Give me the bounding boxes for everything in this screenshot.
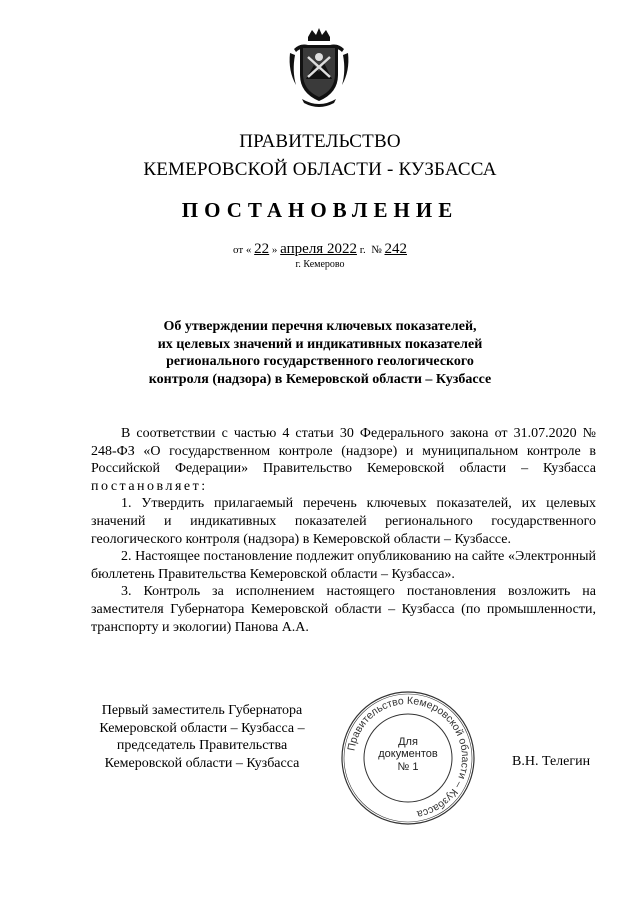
intro-text: В соответствии с частью 4 статьи 30 Федерального закона от 31.07.2020 № 248-ФЗ «О государственном контроле (надзоре) и муниципальном контроле в Российской Федерации» Правительство Кемеровской области – Кузбасса <box>91 426 596 477</box>
kuzbass-coat-of-arms-icon <box>286 27 352 109</box>
resolves-word: постановляет: <box>91 478 208 494</box>
government-name-line-2: КЕМЕРОВСКОЙ ОБЛАСТИ - КУЗБАССА <box>143 159 497 180</box>
title-line: их целевых значений и индикативных показателей <box>157 336 483 352</box>
date-month-year: апреля 2022 <box>280 241 357 257</box>
government-name-line-1: ПРАВИТЕЛЬСТВО <box>239 131 401 152</box>
position-line: Кемеровской области – Кузбасса <box>104 755 300 771</box>
date-day: 22 <box>254 241 270 257</box>
document-type-title: ПОСТАНОВЛЕНИЕ <box>181 198 459 222</box>
decree-subject-title <box>120 318 520 388</box>
position-line: председатель Правительства <box>116 738 288 753</box>
decree-body <box>91 425 596 636</box>
title-line: регионального государственного геологического <box>166 354 474 369</box>
seal-center-line: Для <box>398 736 418 748</box>
date-line <box>0 241 640 258</box>
body-item-3: 3. Контроль за исполнением настоящего постановления возложить на заместителя Губернатора Кемеровской области – Кузбасса (по промышленности, транспорту и экологии) Панова А.А. <box>91 584 596 635</box>
seal-center-line: документов <box>378 748 438 760</box>
title-line: контроля (надзора) в Кемеровской области – Кузбассе <box>148 371 492 387</box>
seal-center-line: № 1 <box>397 761 419 773</box>
body-intro <box>91 425 596 495</box>
date-mid: » <box>271 244 278 256</box>
seal-ring-text: Правительство Кемеровской области – Кузбасса <box>345 694 472 821</box>
number-label: № <box>371 244 382 256</box>
signatory-position <box>82 702 322 772</box>
body-item-2: 2. Настоящее постановление подлежит опубликованию на сайте «Электронный бюллетень Правительства Кемеровской области – Кузбасса». <box>91 549 596 582</box>
title-line: Об утверждении перечня ключевых показателей, <box>163 319 477 334</box>
official-seal <box>338 688 478 828</box>
position-line: Кемеровской области – Кузбасса – <box>99 720 305 736</box>
date-year-suffix: г. <box>359 244 366 256</box>
body-item-1: 1. Утвердить прилагаемый перечень ключевых показателей, их целевых значений и индикативных показателей регионального государственного геологического контроля (надзора) в Кемеровской области – Кузбассе. <box>91 496 596 547</box>
signatory-name: В.Н. Телегин <box>512 754 591 769</box>
position-line: Первый заместитель Губернатора <box>101 703 303 718</box>
city: г. Кемерово <box>295 259 345 270</box>
decree-number: 242 <box>384 241 407 257</box>
date-prefix: от « <box>233 244 252 256</box>
